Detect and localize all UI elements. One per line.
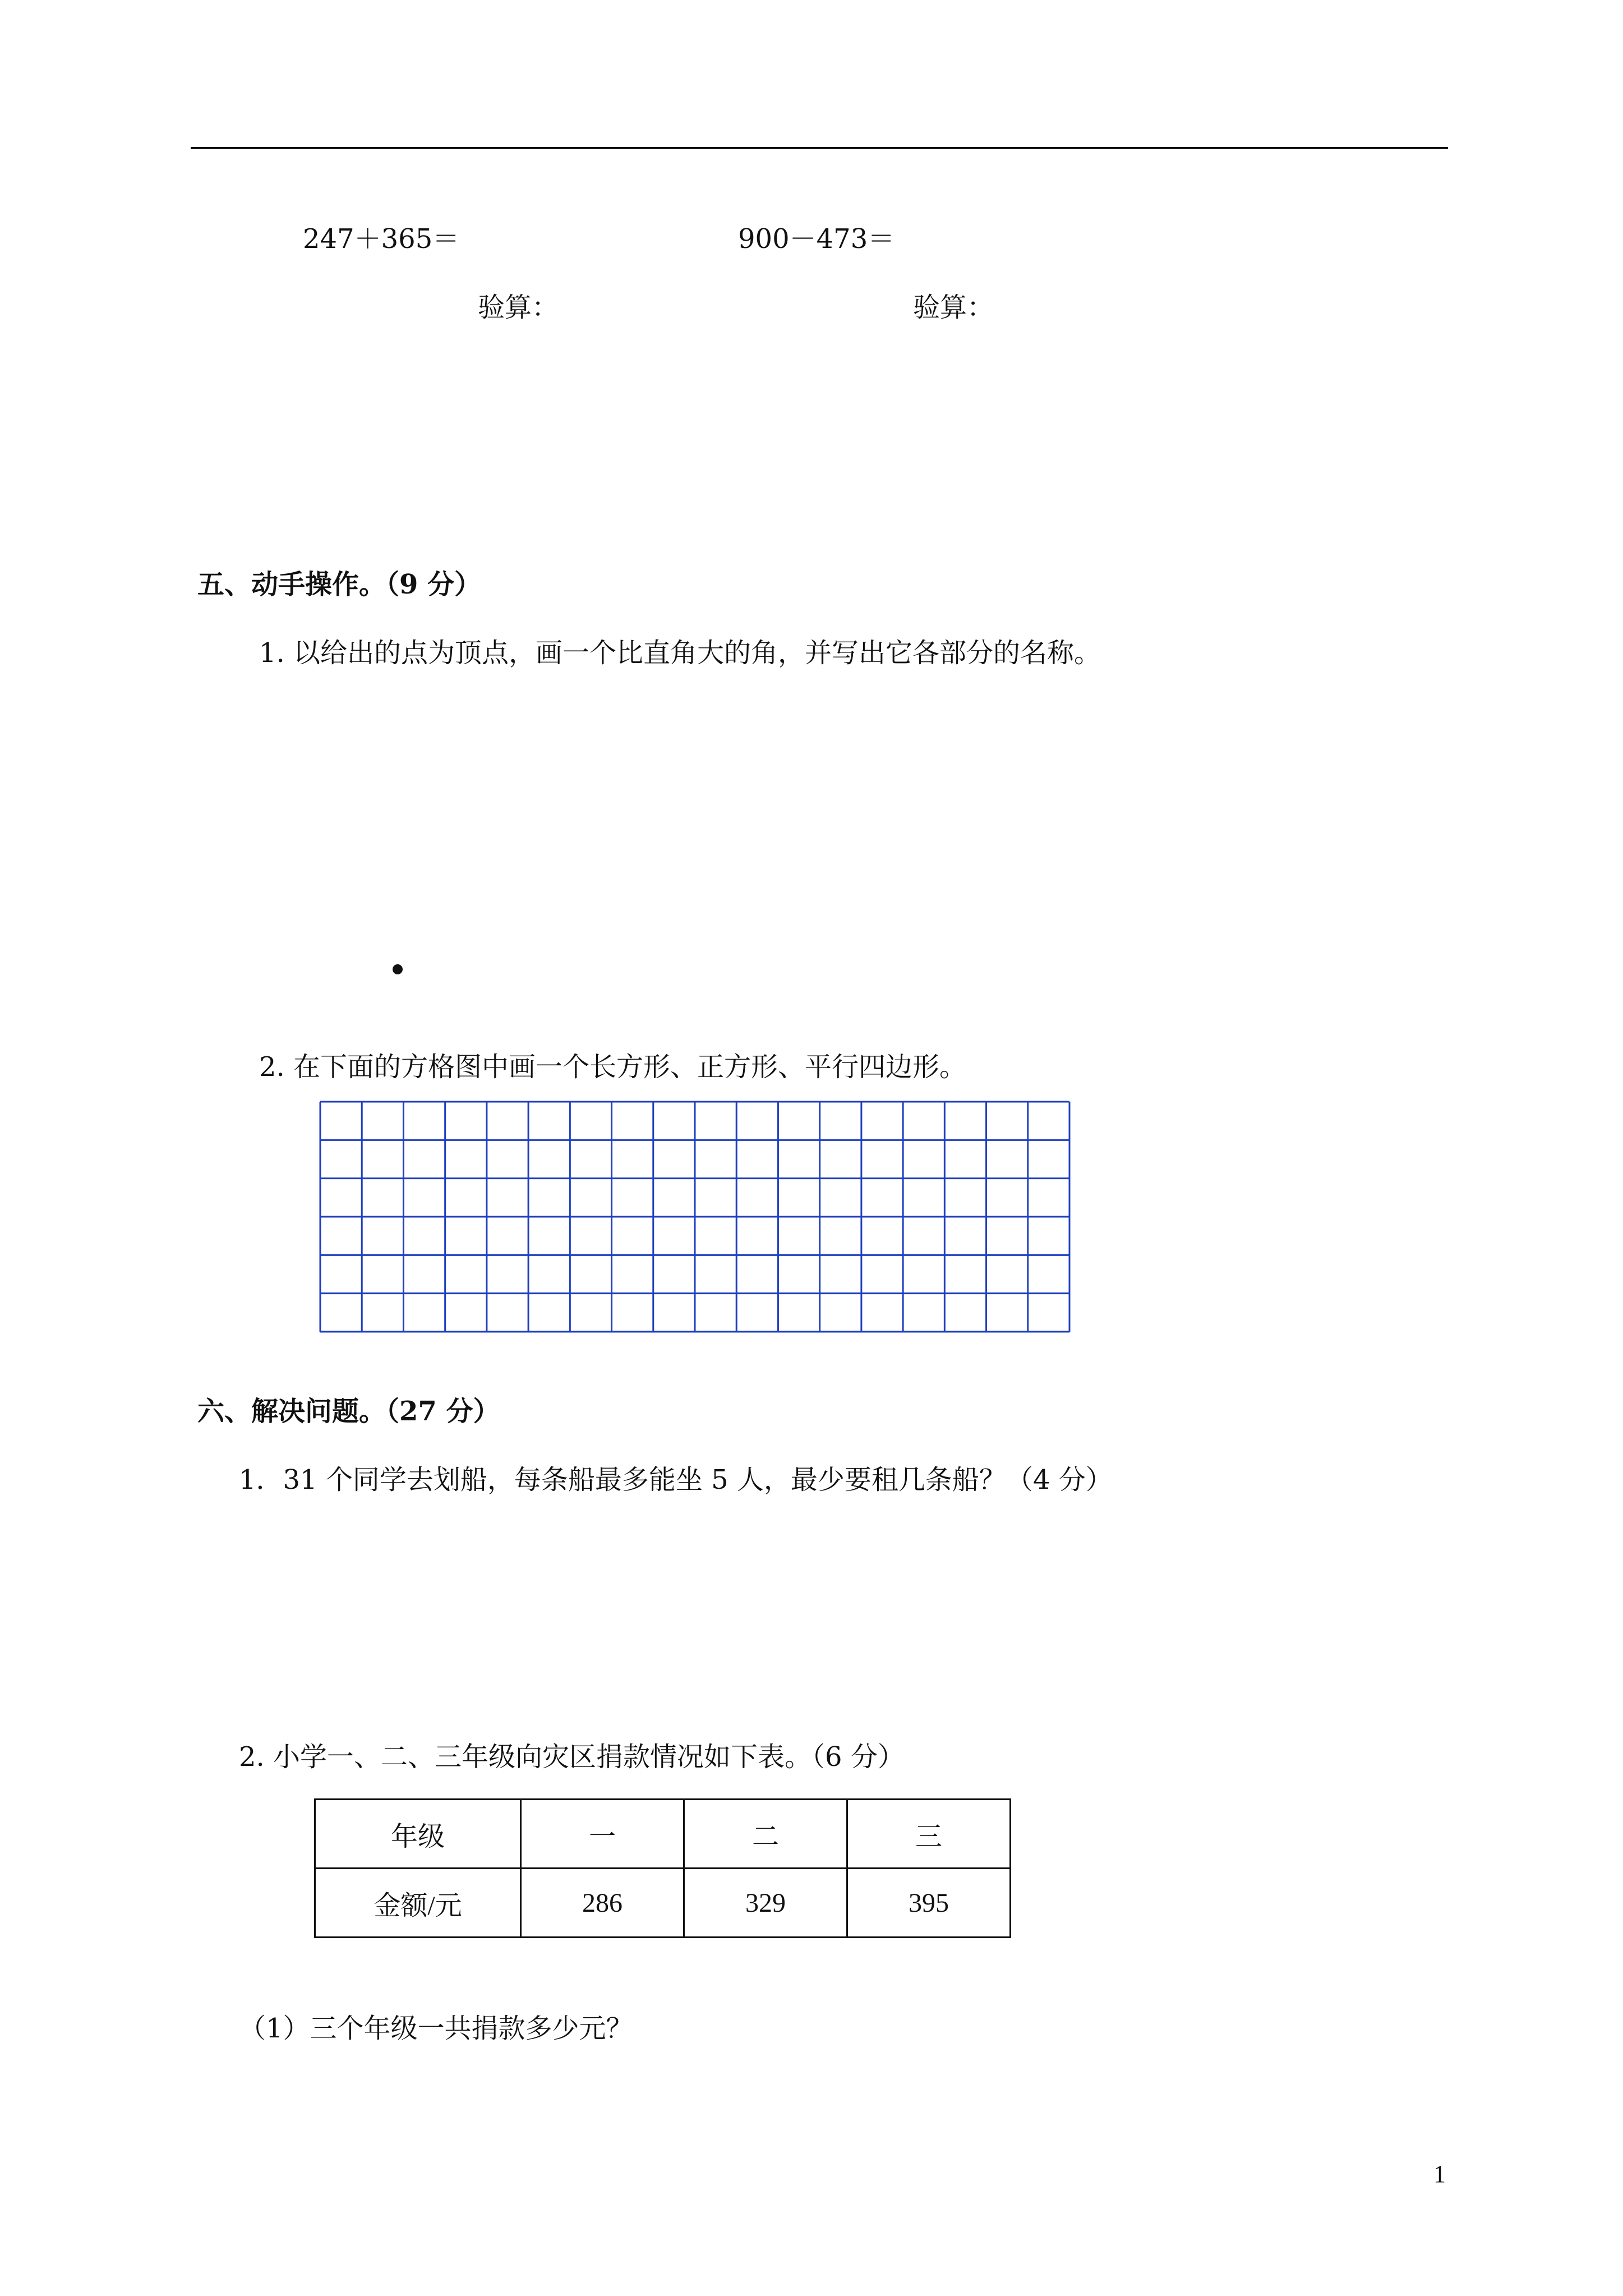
table-cell-amount-3: 395 (847, 1869, 1011, 1938)
page-number: 1 (1433, 2160, 1446, 2188)
section-5-question-2: 2. 在下面的方格图中画一个长方形、正方形、平行四边形。 (259, 1051, 967, 1083)
table-cell-grade-3: 三 (847, 1800, 1011, 1869)
calc-expression-2: 900－473＝ (738, 223, 895, 255)
vertex-dot (393, 964, 403, 974)
section-5-heading: 五、动手操作。（9 分） (197, 569, 482, 600)
section-5-question-1: 1. 以给出的点为顶点，画一个比直角大的角，并写出它各部分的名称。 (259, 637, 1101, 669)
check-label-2: 验算： (913, 292, 994, 323)
header-rule (191, 147, 1448, 149)
table-cell-grade-label: 年级 (315, 1800, 521, 1869)
table-cell-amount-2: 329 (684, 1869, 847, 1938)
table-cell-grade-1: 一 (521, 1800, 684, 1869)
table-row (315, 1869, 1011, 1938)
square-grid[interactable] (319, 1101, 1071, 1333)
sub-question-1: （1）三个年级一共捐款多少元？ (239, 2013, 633, 2044)
donation-table (314, 1798, 1011, 1938)
table-cell-amount-1: 286 (521, 1869, 684, 1938)
section-6-question-2: 2. 小学一、二、三年级向灾区捐款情况如下表。（6 分） (239, 1741, 905, 1773)
table-header-row (315, 1800, 1011, 1869)
check-label-1: 验算： (478, 292, 559, 323)
section-6-question-1: 1．31 个同学去划船，每条船最多能坐 5 人，最少要租几条船？（4 分） (239, 1464, 1113, 1496)
section-6-heading: 六、解决问题。（27 分） (197, 1396, 500, 1427)
table-cell-amount-label: 金额/元 (315, 1869, 521, 1938)
calc-expression-1: 247＋365＝ (303, 223, 460, 255)
table-cell-grade-2: 二 (684, 1800, 847, 1869)
